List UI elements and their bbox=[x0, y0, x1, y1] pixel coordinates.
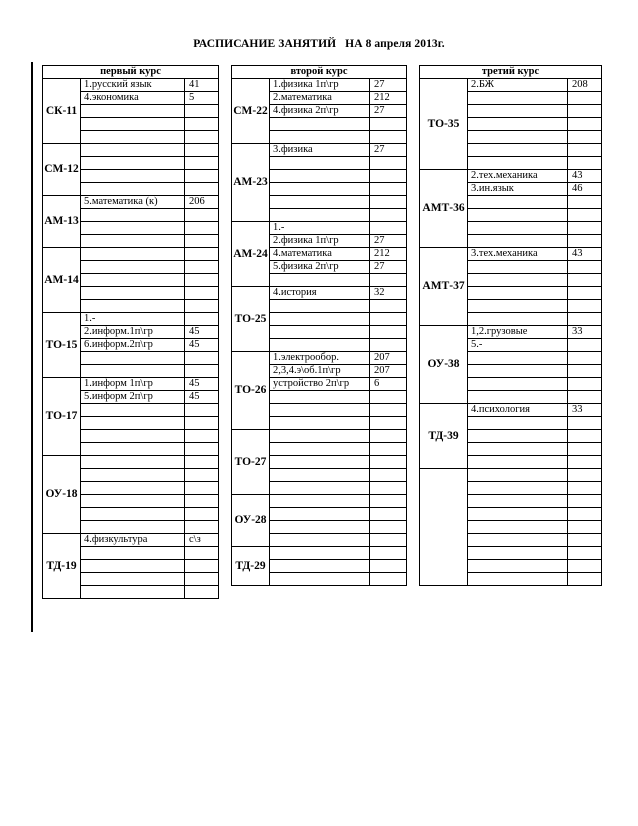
room-cell bbox=[370, 417, 407, 430]
subject-cell: 2.тех.механика bbox=[468, 170, 568, 183]
subject-cell bbox=[81, 157, 185, 170]
subject-cell bbox=[468, 196, 568, 209]
subject-cell bbox=[81, 300, 185, 313]
subject-cell: 4.математика bbox=[270, 248, 370, 261]
subject-cell: 4.история bbox=[270, 287, 370, 300]
room-cell bbox=[568, 157, 602, 170]
room-cell bbox=[185, 508, 219, 521]
room-cell bbox=[185, 157, 219, 170]
subject-cell bbox=[270, 430, 370, 443]
subject-cell bbox=[468, 131, 568, 144]
room-cell bbox=[185, 209, 219, 222]
subject-cell bbox=[81, 118, 185, 131]
subject-cell bbox=[468, 287, 568, 300]
subject-cell bbox=[81, 482, 185, 495]
title-date: НА 8 апреля 2013г. bbox=[345, 38, 445, 50]
table-row bbox=[232, 547, 407, 560]
room-cell bbox=[185, 105, 219, 118]
room-cell: 5 bbox=[185, 92, 219, 105]
room-cell bbox=[185, 482, 219, 495]
subject-cell bbox=[270, 274, 370, 287]
subject-cell bbox=[81, 352, 185, 365]
room-cell bbox=[185, 287, 219, 300]
room-cell bbox=[370, 183, 407, 196]
room-cell bbox=[568, 131, 602, 144]
room-cell bbox=[568, 521, 602, 534]
page-title bbox=[0, 38, 638, 50]
group-name: АМ-24 bbox=[232, 222, 270, 287]
group-name: ОУ-28 bbox=[232, 495, 270, 547]
subject-cell bbox=[270, 196, 370, 209]
room-cell bbox=[370, 443, 407, 456]
subject-cell: 4.экономика bbox=[81, 92, 185, 105]
room-cell bbox=[370, 391, 407, 404]
table-row bbox=[43, 534, 219, 547]
room-cell: 207 bbox=[370, 365, 407, 378]
subject-cell bbox=[81, 183, 185, 196]
room-cell bbox=[568, 144, 602, 157]
room-cell bbox=[185, 573, 219, 586]
subject-cell bbox=[270, 313, 370, 326]
schedule-table-second-course bbox=[231, 65, 407, 586]
table-row bbox=[43, 313, 219, 326]
room-cell bbox=[568, 573, 602, 586]
subject-cell: 5.физика 2п\гр bbox=[270, 261, 370, 274]
room-cell: 206 bbox=[185, 196, 219, 209]
group-name: СК-11 bbox=[43, 79, 81, 144]
room-cell bbox=[568, 378, 602, 391]
room-cell: 27 bbox=[370, 79, 407, 92]
subject-cell bbox=[468, 144, 568, 157]
room-cell: 27 bbox=[370, 144, 407, 157]
room-cell bbox=[370, 339, 407, 352]
room-cell bbox=[370, 313, 407, 326]
subject-cell bbox=[81, 443, 185, 456]
subject-cell bbox=[468, 534, 568, 547]
subject-cell bbox=[81, 144, 185, 157]
room-cell bbox=[568, 508, 602, 521]
room-cell: с\з bbox=[185, 534, 219, 547]
subject-cell bbox=[468, 365, 568, 378]
subject-cell: 1.физика 1п\гр bbox=[270, 79, 370, 92]
group-name: СМ-22 bbox=[232, 79, 270, 144]
subject-cell bbox=[270, 560, 370, 573]
room-cell: 27 bbox=[370, 105, 407, 118]
room-cell bbox=[370, 482, 407, 495]
subject-cell bbox=[270, 118, 370, 131]
room-cell bbox=[185, 118, 219, 131]
room-cell bbox=[185, 495, 219, 508]
subject-cell bbox=[270, 209, 370, 222]
room-cell bbox=[370, 573, 407, 586]
subject-cell bbox=[468, 261, 568, 274]
room-cell bbox=[568, 339, 602, 352]
room-cell bbox=[370, 274, 407, 287]
subject-cell bbox=[468, 443, 568, 456]
room-cell bbox=[185, 300, 219, 313]
room-cell bbox=[568, 222, 602, 235]
room-cell bbox=[370, 521, 407, 534]
subject-cell: 4.физкультура bbox=[81, 534, 185, 547]
subject-cell bbox=[468, 521, 568, 534]
subject-cell: 2.физика 1п\гр bbox=[270, 235, 370, 248]
table-row bbox=[232, 222, 407, 235]
group-name: ТО-15 bbox=[43, 313, 81, 378]
course-header: первый курс bbox=[43, 66, 219, 79]
room-cell bbox=[568, 287, 602, 300]
room-cell bbox=[568, 495, 602, 508]
room-cell bbox=[185, 560, 219, 573]
left-margin-line bbox=[31, 62, 33, 632]
room-cell bbox=[370, 222, 407, 235]
room-cell: 45 bbox=[185, 339, 219, 352]
room-cell: 43 bbox=[568, 248, 602, 261]
group-name: АМ-13 bbox=[43, 196, 81, 248]
room-cell bbox=[568, 300, 602, 313]
room-cell bbox=[185, 170, 219, 183]
subject-cell bbox=[81, 404, 185, 417]
header-row bbox=[43, 66, 219, 79]
subject-cell: 5.- bbox=[468, 339, 568, 352]
group-name: ТО-27 bbox=[232, 430, 270, 495]
room-cell bbox=[370, 430, 407, 443]
room-cell bbox=[568, 430, 602, 443]
subject-cell bbox=[81, 521, 185, 534]
subject-cell bbox=[270, 183, 370, 196]
group-name: ТО-25 bbox=[232, 287, 270, 352]
table-row bbox=[420, 404, 602, 417]
room-cell: 33 bbox=[568, 326, 602, 339]
table-row bbox=[232, 144, 407, 157]
subject-cell bbox=[81, 547, 185, 560]
group-name: АМТ-37 bbox=[420, 248, 468, 326]
room-cell: 33 bbox=[568, 404, 602, 417]
subject-cell bbox=[270, 534, 370, 547]
room-cell bbox=[185, 313, 219, 326]
room-cell bbox=[185, 469, 219, 482]
room-cell bbox=[568, 209, 602, 222]
subject-cell: 1.информ 1п\гр bbox=[81, 378, 185, 391]
subject-cell bbox=[468, 547, 568, 560]
room-cell bbox=[185, 261, 219, 274]
subject-cell: 1.- bbox=[270, 222, 370, 235]
subject-cell: 3.тех.механика bbox=[468, 248, 568, 261]
room-cell bbox=[370, 118, 407, 131]
room-cell: 41 bbox=[185, 79, 219, 92]
table-row bbox=[420, 248, 602, 261]
subject-cell bbox=[81, 456, 185, 469]
room-cell bbox=[185, 235, 219, 248]
subject-cell bbox=[468, 352, 568, 365]
subject-cell: 1.русский язык bbox=[81, 79, 185, 92]
room-cell: 32 bbox=[370, 287, 407, 300]
subject-cell: 3.физика bbox=[270, 144, 370, 157]
room-cell bbox=[370, 547, 407, 560]
room-cell: 45 bbox=[185, 326, 219, 339]
subject-cell bbox=[81, 495, 185, 508]
room-cell bbox=[370, 170, 407, 183]
room-cell bbox=[185, 131, 219, 144]
subject-cell bbox=[468, 482, 568, 495]
title-heading: РАСПИСАНИЕ ЗАНЯТИЙ bbox=[193, 38, 337, 50]
room-cell: 45 bbox=[185, 378, 219, 391]
room-cell bbox=[185, 456, 219, 469]
room-cell bbox=[370, 326, 407, 339]
subject-cell: устройство 2п\гр bbox=[270, 378, 370, 391]
room-cell bbox=[185, 365, 219, 378]
room-cell bbox=[370, 209, 407, 222]
subject-cell bbox=[81, 365, 185, 378]
room-cell bbox=[568, 261, 602, 274]
room-cell bbox=[185, 404, 219, 417]
table-row bbox=[232, 79, 407, 92]
subject-cell bbox=[270, 339, 370, 352]
room-cell: 212 bbox=[370, 248, 407, 261]
room-cell bbox=[568, 118, 602, 131]
subject-cell: 3.ин.язык bbox=[468, 183, 568, 196]
group-name: АМ-23 bbox=[232, 144, 270, 222]
subject-cell: 1.электрообор. bbox=[270, 352, 370, 365]
schedule-table-third-course bbox=[419, 65, 602, 586]
subject-cell bbox=[81, 170, 185, 183]
room-cell bbox=[370, 508, 407, 521]
subject-cell: 2.информ.1п\гр bbox=[81, 326, 185, 339]
subject-cell bbox=[81, 222, 185, 235]
room-cell bbox=[185, 417, 219, 430]
subject-cell bbox=[270, 456, 370, 469]
subject-cell: 4.физика 2п\гр bbox=[270, 105, 370, 118]
subject-cell bbox=[270, 170, 370, 183]
subject-cell bbox=[468, 417, 568, 430]
room-cell bbox=[370, 131, 407, 144]
subject-cell bbox=[468, 430, 568, 443]
subject-cell bbox=[270, 573, 370, 586]
subject-cell bbox=[468, 495, 568, 508]
subject-cell bbox=[468, 560, 568, 573]
subject-cell bbox=[270, 131, 370, 144]
room-cell bbox=[568, 92, 602, 105]
room-cell bbox=[185, 248, 219, 261]
room-cell bbox=[370, 300, 407, 313]
room-cell bbox=[568, 560, 602, 573]
group-name: ОУ-38 bbox=[420, 326, 468, 404]
header-row bbox=[232, 66, 407, 79]
subject-cell: 4.психология bbox=[468, 404, 568, 417]
room-cell bbox=[185, 183, 219, 196]
subject-cell bbox=[468, 391, 568, 404]
table-row bbox=[43, 456, 219, 469]
room-cell: 27 bbox=[370, 261, 407, 274]
subject-cell bbox=[270, 417, 370, 430]
subject-cell bbox=[81, 586, 185, 599]
subject-cell bbox=[81, 430, 185, 443]
room-cell bbox=[568, 365, 602, 378]
room-cell bbox=[185, 547, 219, 560]
subject-cell: 6.информ.2п\гр bbox=[81, 339, 185, 352]
room-cell bbox=[370, 456, 407, 469]
room-cell bbox=[568, 274, 602, 287]
room-cell bbox=[568, 352, 602, 365]
subject-cell bbox=[270, 443, 370, 456]
subject-cell bbox=[468, 456, 568, 469]
subject-cell bbox=[270, 391, 370, 404]
subject-cell bbox=[270, 508, 370, 521]
subject-cell: 2.БЖ bbox=[468, 79, 568, 92]
room-cell bbox=[185, 443, 219, 456]
subject-cell bbox=[468, 573, 568, 586]
header-row bbox=[420, 66, 602, 79]
table-row bbox=[43, 248, 219, 261]
subject-cell bbox=[270, 521, 370, 534]
group-name bbox=[420, 469, 468, 586]
subject-cell bbox=[468, 300, 568, 313]
subject-cell bbox=[81, 573, 185, 586]
room-cell bbox=[568, 313, 602, 326]
group-name: ТО-17 bbox=[43, 378, 81, 456]
subject-cell bbox=[81, 131, 185, 144]
room-cell bbox=[185, 144, 219, 157]
subject-cell bbox=[81, 274, 185, 287]
table-row bbox=[420, 469, 602, 482]
subject-cell bbox=[468, 378, 568, 391]
subject-cell bbox=[270, 547, 370, 560]
subject-cell bbox=[81, 209, 185, 222]
group-name: ОУ-18 bbox=[43, 456, 81, 534]
subject-cell bbox=[81, 248, 185, 261]
room-cell bbox=[370, 404, 407, 417]
table-row bbox=[43, 144, 219, 157]
room-cell bbox=[568, 456, 602, 469]
table-row bbox=[232, 287, 407, 300]
group-name: АМ-14 bbox=[43, 248, 81, 313]
room-cell bbox=[568, 534, 602, 547]
subject-cell bbox=[270, 326, 370, 339]
subject-cell bbox=[468, 508, 568, 521]
subject-cell bbox=[468, 105, 568, 118]
group-name: ТО-35 bbox=[420, 79, 468, 170]
room-cell bbox=[370, 157, 407, 170]
room-cell bbox=[185, 222, 219, 235]
table-row bbox=[43, 378, 219, 391]
room-cell bbox=[185, 352, 219, 365]
room-cell bbox=[568, 417, 602, 430]
table-row bbox=[420, 170, 602, 183]
room-cell: 6 bbox=[370, 378, 407, 391]
room-cell bbox=[185, 430, 219, 443]
subject-cell: 5.информ 2п\гр bbox=[81, 391, 185, 404]
room-cell bbox=[185, 586, 219, 599]
subject-cell: 1,2.грузовые bbox=[468, 326, 568, 339]
room-cell bbox=[370, 196, 407, 209]
room-cell: 212 bbox=[370, 92, 407, 105]
subject-cell: 1.- bbox=[81, 313, 185, 326]
table-row bbox=[43, 196, 219, 209]
group-name: ТД-39 bbox=[420, 404, 468, 469]
subject-cell: 2,3,4.э\об.1п\гр bbox=[270, 365, 370, 378]
subject-cell bbox=[270, 300, 370, 313]
room-cell bbox=[568, 196, 602, 209]
room-cell: 208 bbox=[568, 79, 602, 92]
subject-cell bbox=[270, 157, 370, 170]
subject-cell bbox=[270, 482, 370, 495]
room-cell: 45 bbox=[185, 391, 219, 404]
course-header: третий курс bbox=[420, 66, 602, 79]
course-header: второй курс bbox=[232, 66, 407, 79]
subject-cell bbox=[81, 105, 185, 118]
room-cell bbox=[568, 391, 602, 404]
subject-cell bbox=[270, 404, 370, 417]
subject-cell bbox=[81, 508, 185, 521]
subject-cell: 5.математика (к) bbox=[81, 196, 185, 209]
group-name: АМТ-36 bbox=[420, 170, 468, 248]
room-cell bbox=[370, 534, 407, 547]
subject-cell bbox=[81, 261, 185, 274]
subject-cell bbox=[81, 469, 185, 482]
subject-cell bbox=[468, 157, 568, 170]
table-row bbox=[232, 352, 407, 365]
subject-cell bbox=[270, 495, 370, 508]
room-cell bbox=[370, 469, 407, 482]
table-row bbox=[232, 430, 407, 443]
subject-cell: 2.математика bbox=[270, 92, 370, 105]
room-cell bbox=[185, 521, 219, 534]
subject-cell bbox=[81, 560, 185, 573]
subject-cell bbox=[468, 118, 568, 131]
table-row bbox=[43, 79, 219, 92]
room-cell bbox=[370, 560, 407, 573]
subject-cell bbox=[468, 209, 568, 222]
room-cell bbox=[568, 235, 602, 248]
room-cell bbox=[568, 443, 602, 456]
room-cell bbox=[370, 495, 407, 508]
room-cell bbox=[568, 482, 602, 495]
subject-cell bbox=[468, 313, 568, 326]
room-cell bbox=[568, 469, 602, 482]
subject-cell bbox=[468, 92, 568, 105]
subject-cell bbox=[468, 274, 568, 287]
room-cell: 43 bbox=[568, 170, 602, 183]
table-row bbox=[420, 326, 602, 339]
room-cell bbox=[568, 105, 602, 118]
schedule-table-first-course bbox=[42, 65, 219, 599]
subject-cell bbox=[468, 469, 568, 482]
room-cell: 207 bbox=[370, 352, 407, 365]
group-name: СМ-12 bbox=[43, 144, 81, 196]
room-cell: 27 bbox=[370, 235, 407, 248]
group-name: ТД-19 bbox=[43, 534, 81, 599]
subject-cell bbox=[81, 417, 185, 430]
table-row bbox=[232, 495, 407, 508]
room-cell: 46 bbox=[568, 183, 602, 196]
table-row bbox=[420, 79, 602, 92]
subject-cell bbox=[81, 287, 185, 300]
subject-cell bbox=[81, 235, 185, 248]
room-cell bbox=[568, 547, 602, 560]
group-name: ТО-26 bbox=[232, 352, 270, 430]
subject-cell bbox=[270, 469, 370, 482]
room-cell bbox=[185, 274, 219, 287]
subject-cell bbox=[468, 222, 568, 235]
group-name: ТД-29 bbox=[232, 547, 270, 586]
subject-cell bbox=[468, 235, 568, 248]
